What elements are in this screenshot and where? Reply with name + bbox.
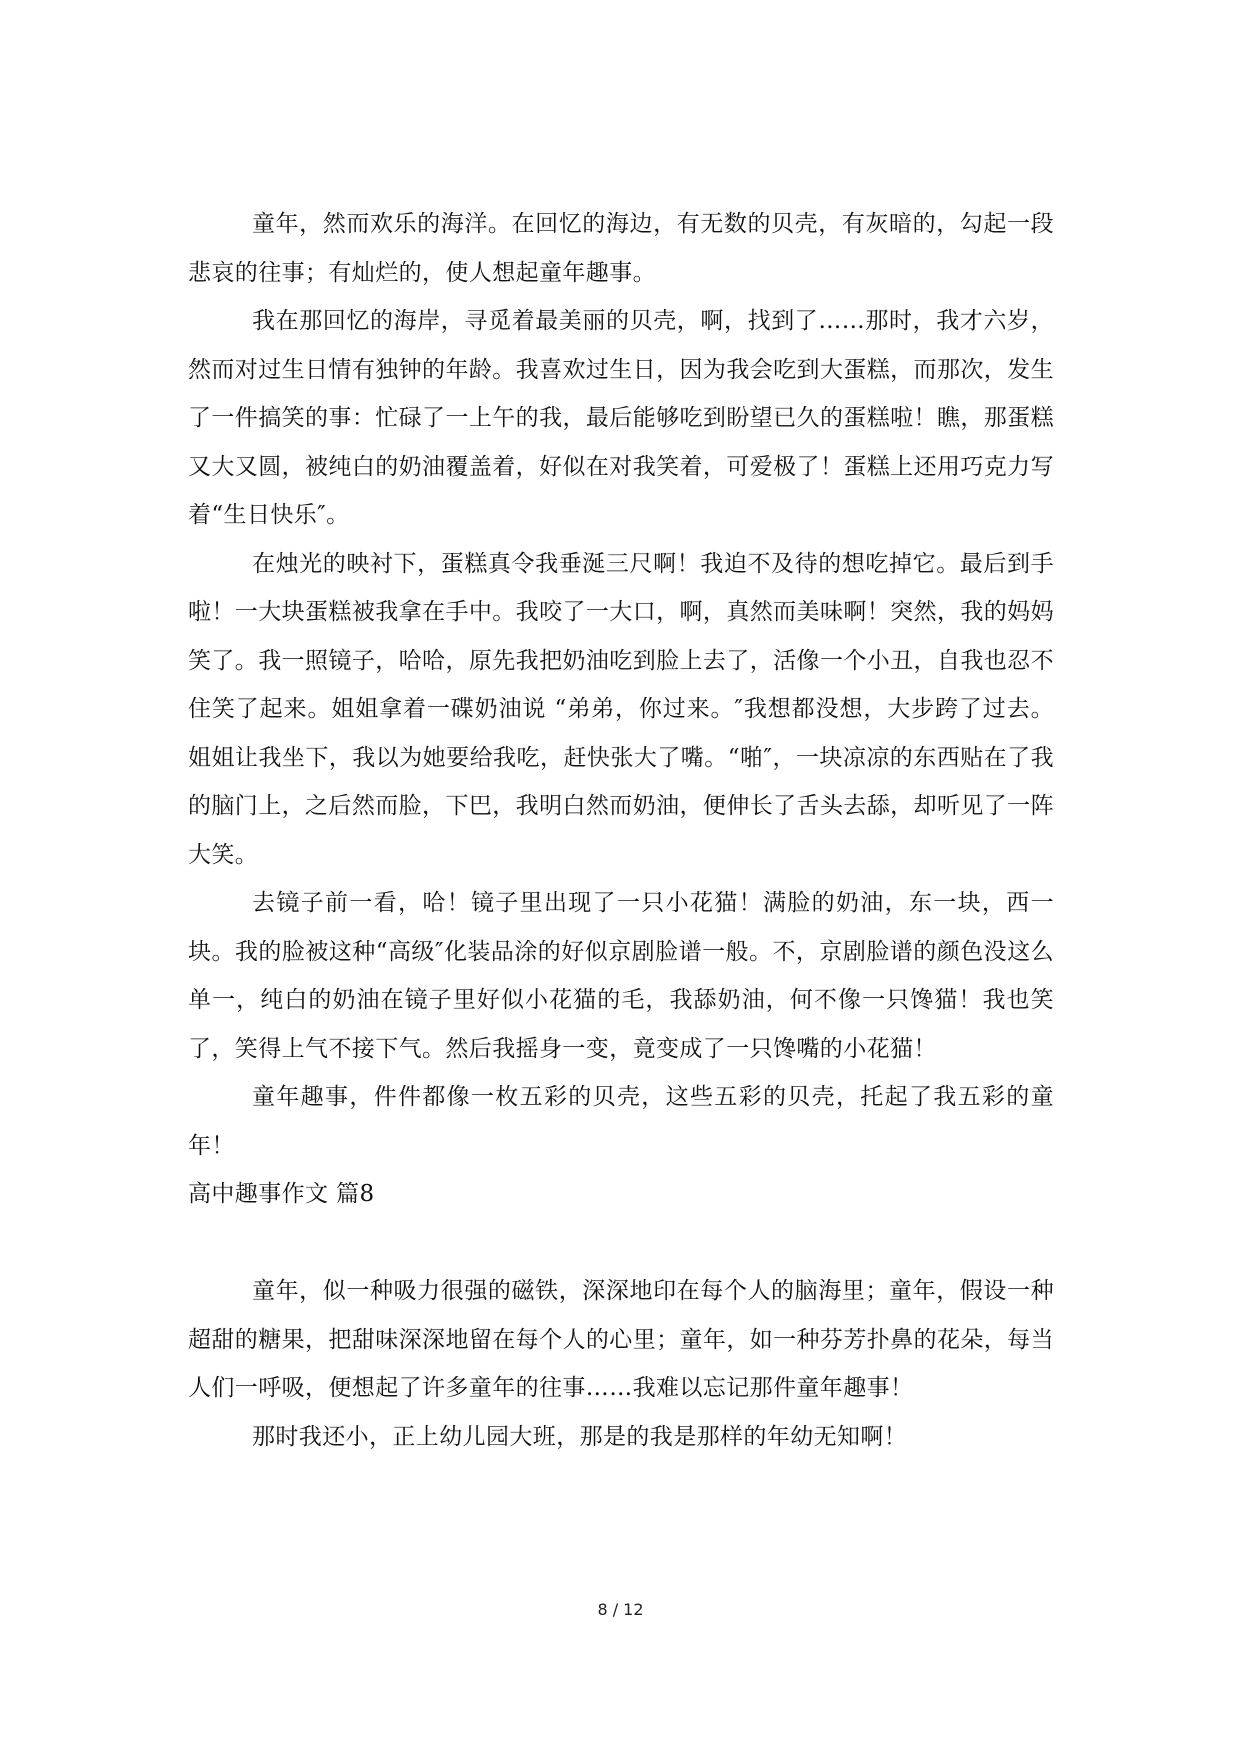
paragraph: 那时我还小，正上幼儿园大班，那是的我是那样的年幼无知啊！ [252, 1423, 908, 1450]
document-body [188, 200, 1054, 1461]
section-heading: 高中趣事作文 篇8 [188, 1181, 375, 1207]
paragraph: 童年，似一种吸力很强的磁铁，深深地印在每个人的脑海里；童年，假设一种超甜的糖果，把甜味深深地留在每个人的心里；童年，如一种芬芳扑鼻的花朵，每当人们一呼吸，便想起了许多童年的往事……我难以忘记那件童年趣事！ [188, 1278, 1054, 1401]
page-number: 8 / 12 [597, 1600, 644, 1619]
paragraph: 我在那回忆的海岸，寻觅着最美丽的贝壳，啊，找到了……那时，我才六岁，然而对过生日情有独钟的年龄。我喜欢过生日，因为我会吃到大蛋糕，而那次，发生了一件搞笑的事：忙碌了一上午的我，最后能够吃到盼望已久的蛋糕啦！瞧，那蛋糕又大又圆，被纯白的奶油覆盖着，好似在对我笑着，可爱极了！蛋糕上还用巧克力写着“生日快乐″。 [188, 308, 1054, 528]
paragraph: 童年，然而欢乐的海洋。在回忆的海边，有无数的贝壳，有灰暗的，勾起一段悲哀的往事；有灿烂的，使人想起童年趣事。 [188, 211, 1054, 286]
paragraph: 在烛光的映衬下，蛋糕真令我垂涎三尺啊！我迫不及待的想吃掉它。最后到手啦！一大块蛋糕被我拿在手中。我咬了一大口，啊，真然而美味啊！突然，我的妈妈笑了。我一照镜子，哈哈，原先我把奶油吃到脸上去了，活像一个小丑，自我也忍不住笑了起来。姐姐拿着一碟奶油说 “弟弟，你过来。″我想都没想，大步跨了过去。姐姐让我坐下，我以为她要给我吃，赶快张大了嘴。“啪″，一块凉凉的东西贴在了我的脑门上，之后然而脸，下巴，我明白然而奶油，便伸长了舌头去舔，却听见了一阵大笑。 [188, 550, 1054, 868]
paragraph: 童年趣事，件件都像一枚五彩的贝壳，这些五彩的贝壳，托起了我五彩的童年！ [188, 1084, 1054, 1159]
paragraph: 去镜子前一看，哈！镜子里出现了一只小花猫！满脸的奶油，东一块，西一块。我的脸被这种“高级″化装品涂的好似京剧脸谱一般。不，京剧脸谱的颜色没这么单一，纯白的奶油在镜子里好似小花猫的毛，我舔奶油，何不像一只馋猫！我也笑了，笑得上气不接下气。然后我摇身一变，竟变成了一只馋嘴的小花猫！ [188, 890, 1054, 1062]
